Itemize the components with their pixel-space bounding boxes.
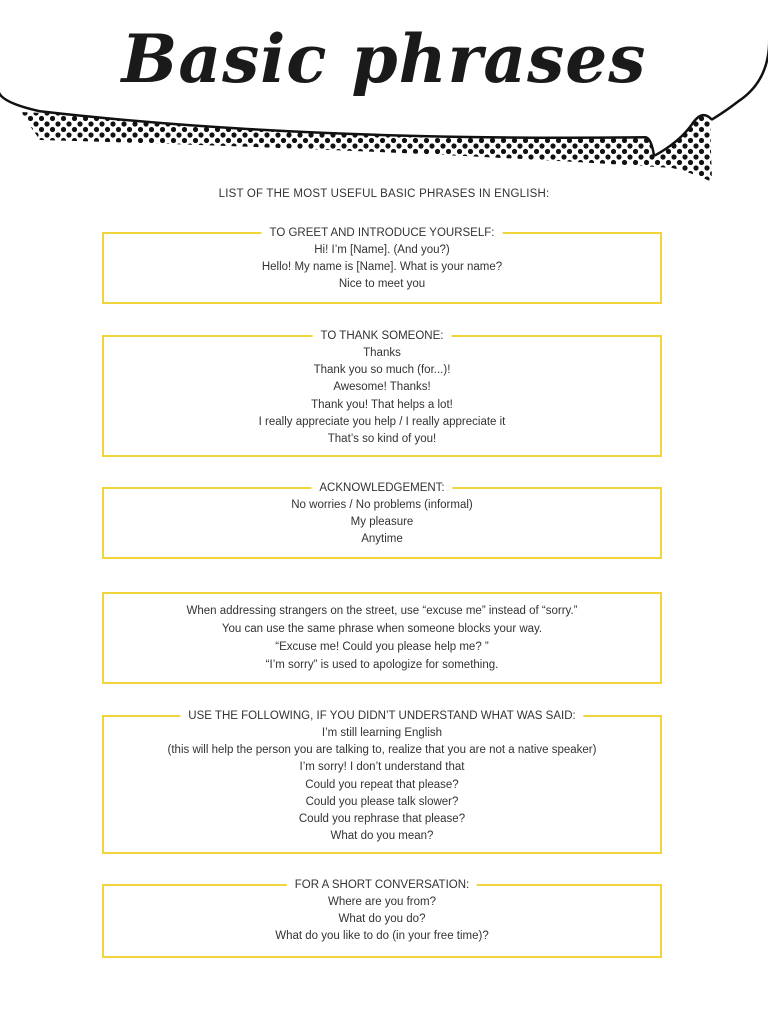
phrase-line: Could you repeat that please? [305, 778, 459, 791]
phrase-line: Could you rephrase that please? [298, 813, 466, 826]
phrase-line: “I’m sorry” is used to apologize for something. [265, 659, 499, 671]
section-short-conversation [102, 879, 662, 958]
phrase-line: I’m sorry! I don’t understand that [299, 761, 465, 774]
phrase-line: Hello! My name is [Name]. What is your name? [261, 261, 503, 274]
section-heading: ACKNOWLEDGEMENT: [311, 480, 452, 496]
phrase-line: My pleasure [350, 516, 414, 529]
phrase-line: Where are you from? [327, 896, 436, 908]
section-not-understand [102, 710, 662, 854]
phrase-line: That’s so kind of you! [327, 433, 437, 446]
phrase-line: Nice to meet you [338, 278, 426, 291]
phrase-line: Awesome! Thanks! [333, 381, 431, 394]
phrase-line: No worries / No problems (informal) [291, 499, 473, 511]
section-acknowledgement [102, 482, 662, 559]
section-greet [102, 227, 662, 304]
phrase-line: You can use the same phrase when someone blocks your way. [221, 623, 543, 635]
section-heading: FOR A SHORT CONVERSATION: [287, 877, 477, 893]
phrase-line: I really appreciate you help / I really appreciate it [258, 415, 506, 428]
phrase-line: I’m still learning English [321, 727, 443, 739]
phrase-line: (this will help the person you are talking to, realize that you are not a native speaker) [167, 744, 597, 757]
page-title: Basic phrases [121, 20, 647, 98]
phrase-line: Anytime [361, 533, 403, 546]
phrase-line: Could you please talk slower? [305, 795, 459, 808]
phrase-line: What do you like to do (in your free time)? [275, 930, 489, 943]
section-heading: TO THANK SOMEONE: [313, 328, 452, 344]
phrase-line: Hi! I’m [Name]. (And you?) [314, 244, 450, 256]
phrase-line: Thanks [363, 347, 401, 359]
section-heading: TO GREET AND INTRODUCE YOURSELF: [262, 225, 503, 241]
phrase-line: What do you do? [338, 913, 426, 926]
phrase-line: What do you mean? [330, 830, 434, 843]
phrase-line: Thank you so much (for...)! [313, 364, 451, 377]
section-thank [102, 330, 662, 457]
section-heading: USE THE FOLLOWING, IF YOU DIDN’T UNDERSTAND WHAT WAS SAID: [180, 708, 583, 724]
phrase-line: “Excuse me! Could you please help me? ” [275, 641, 489, 653]
section-excuse-me [102, 592, 662, 684]
intro-text: LIST OF THE MOST USEFUL BASIC PHRASES IN ENGLISH: [218, 188, 550, 200]
phrase-line: When addressing strangers on the street, use “excuse me” instead of “sorry.” [186, 605, 578, 617]
phrase-line: Thank you! That helps a lot! [311, 398, 453, 411]
